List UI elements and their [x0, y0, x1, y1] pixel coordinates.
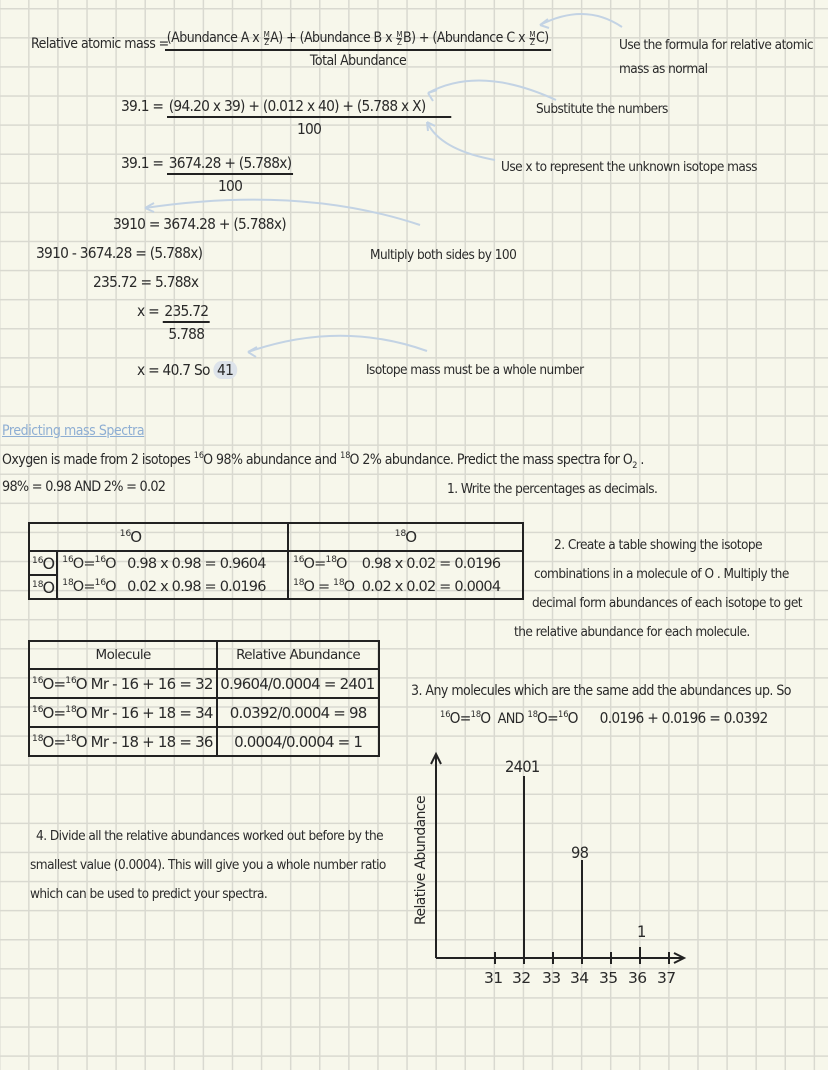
intro-text: Oxygen is made from 2 isotopes $^{16}$O 98% abundance and $^{18}$O 2% abundance. Predict the mass spectra for $O_2$ .: [2, 451, 644, 471]
section-heading: Predicting mass Spectra: [2, 423, 145, 439]
note-formula-2: mass as normal: [619, 61, 708, 77]
cell-16-18: $^{16}$O=$^{18}$O 0.98 x 0.02 = 0.0196: [288, 551, 523, 575]
formula-numerator: (Abundance A x $\frac{M}{Z}$ A) + (Abundance B x $\frac{M}{Z}$ B) + (Abundance C x $\frac{M}{Z}$ C) Total Abundance: [165, 30, 551, 69]
molecule-36: $^{18}$O=$^{18}$O Mr - 18 + 18 = 36: [29, 727, 217, 756]
header-relative-abundance: Relative Abundance: [217, 641, 379, 669]
col-header-16O: $^{16}$O: [29, 523, 288, 551]
note-multiply: Multiply both sides by 100: [370, 247, 517, 263]
note-formula-1: Use the formula for relative atomic: [619, 37, 813, 53]
peak-label-34: 98: [571, 843, 589, 862]
step3-line1: 3. Any molecules which are the same add the abundances up. So: [411, 683, 791, 699]
step1-text: 1. Write the percentages as decimals.: [447, 481, 658, 497]
abundance-34: 0.0392/0.0004 = 98: [217, 698, 379, 727]
step2-line2: combinations in a molecule of O . Multiply the: [534, 566, 789, 582]
header-molecule: Molecule: [29, 641, 217, 669]
answer-highlight: 41: [213, 361, 236, 379]
note-substitute: Substitute the numbers: [536, 101, 668, 117]
note-unknown-x: Use x to represent the unknown isotope mass: [501, 159, 757, 175]
mz-fraction: $\frac{M}{Z}$: [396, 29, 403, 47]
step4-line2: smallest value (0.0004). This will give you a whole number ratio: [30, 857, 386, 873]
formula-denominator: Total Abundance: [309, 53, 407, 69]
step2-line4: the relative abundance for each molecule.: [514, 624, 750, 640]
row-header-16O: $^{16}$O: [29, 551, 57, 575]
step4-line1: 4. Divide all the relative abundances worked out before by the: [36, 828, 384, 844]
note-whole-number: Isotope mass must be a whole number: [366, 362, 584, 378]
y-axis-label: Relative Abundance: [413, 796, 429, 925]
cell-18-16: $^{18}$O=$^{16}$O 0.02 x 0.98 = 0.0196: [57, 575, 288, 599]
step2-line1: 2. Create a table showing the isotope: [554, 537, 763, 553]
abundance-32: 0.9604/0.0004 = 2401: [217, 669, 379, 698]
equation-result: x = 40.7 So 41: [137, 361, 237, 379]
formula-lhs: Relative atomic mass =: [31, 36, 169, 52]
molecule-abundance-table: [28, 640, 380, 757]
abundance-36: 0.0004/0.0004 = 1: [217, 727, 379, 756]
mz-fraction: $\frac{M}{Z}$: [263, 29, 270, 47]
substitution-equation: 39.1 = $\frac{\text{(94.20 x 39) + (0.012 x 40) + (5.788 x X)}}{100}$: [121, 97, 451, 138]
equation-subtracted: 3910 - 3674.28 = (5.788x): [36, 244, 203, 262]
equation-multiplied: 3910 = 3674.28 + (5.788x): [113, 215, 286, 233]
peak-label-36: 1: [637, 922, 646, 941]
peak-label-32: 2401: [505, 757, 540, 776]
molecule-32: $^{16}$O=$^{16}$O Mr - 16 + 16 = 32: [29, 669, 217, 698]
cell-16-16: $^{16}$O=$^{16}$O 0.98 x 0.98 = 0.9604: [57, 551, 288, 575]
isotope-combination-table: [28, 522, 524, 600]
step2-line3: decimal form abundances of each isotope to get: [532, 595, 803, 611]
decimals-text: 98% = 0.98 AND 2% = 0.02: [2, 479, 166, 495]
cell-18-18: $^{18}$O = $^{18}$O 0.02 x 0.02 = 0.0004: [288, 575, 523, 599]
mz-fraction: $\frac{M}{Z}$: [529, 29, 536, 47]
equation-x-fraction: x = $\frac{235.72}{5.788}$: [137, 302, 209, 343]
simplified-equation: 39.1 = $\frac{3674.28 + (5.788x)}{100}$: [121, 154, 292, 195]
step3-line2: $^{16}$O=$^{18}$O AND $^{18}$O=$^{16}$O 0.0196 + 0.0196 = 0.0392: [440, 709, 768, 727]
step4-line3: which can be used to predict your spectra.: [30, 886, 268, 902]
molecule-34: $^{16}$O=$^{18}$O Mr - 16 + 18 = 34: [29, 698, 217, 727]
col-header-18O: $^{18}$O: [288, 523, 523, 551]
equation-simplified: 235.72 = 5.788x: [93, 273, 199, 291]
mass-spectrum-chart: [400, 740, 700, 1000]
row-header-18O: $^{18}$O: [29, 575, 57, 599]
